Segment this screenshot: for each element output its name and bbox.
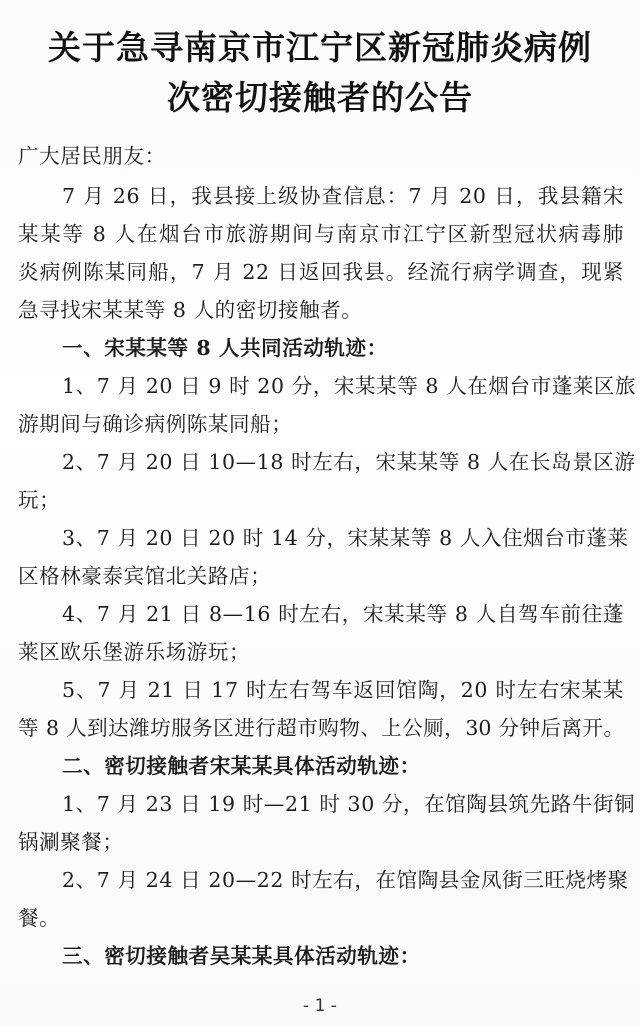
section-1-line-10: 等 8 人到达潍坊服务区进行超市购物、上公厕，30 分钟后离开。 xyxy=(18,716,624,740)
document-title-line-1: 关于急寻南京市江宁区新冠肺炎病例 xyxy=(48,28,592,67)
section-1-line-5: 3、7 月 20 日 20 时 14 分，宋某某等 8 人入住烟台市蓬莱 xyxy=(62,526,629,550)
intro-line-3: 炎病例陈某同船，7 月 22 日返回我县。经流行病学调查，现紧 xyxy=(18,260,624,284)
section-2-line-2: 锅涮聚餐； xyxy=(18,830,124,854)
greeting: 广大居民朋友： xyxy=(18,144,166,168)
section-1-line-6: 区格林豪泰宾馆北关路店； xyxy=(18,564,272,588)
section-3-heading: 三、密切接触者吴某某具体活动轨迹： xyxy=(62,944,421,968)
section-2-line-4: 餐。 xyxy=(18,906,61,930)
document-title-line-2: 次密切接触者的公告 xyxy=(167,78,473,117)
section-2-line-3: 2、7 月 24 日 20—22 时左右，在馆陶县金凤街三旺烧烤聚 xyxy=(62,868,629,892)
section-1-line-8: 莱区欧乐堡游乐场游玩； xyxy=(18,640,251,664)
section-1-line-9: 5、7 月 21 日 17 时左右驾车返回馆陶，20 时左右宋某某 xyxy=(62,678,624,702)
intro-line-4: 急寻找宋某某等 8 人的密切接触者。 xyxy=(18,298,363,322)
section-1-line-7: 4、7 月 21 日 8—16 时左右，宋某某等 8 人自驾车前往蓬 xyxy=(62,602,624,626)
section-1-line-1: 1、7 月 20 日 9 时 20 分，宋某某等 8 人在烟台市蓬莱区旅 xyxy=(62,374,637,398)
page-number: - 1 - xyxy=(303,996,337,1016)
section-2-heading: 二、密切接触者宋某某具体活动轨迹： xyxy=(62,754,421,778)
section-1-line-3: 2、7 月 20 日 10—18 时左右，宋某某等 8 人在长岛景区游 xyxy=(62,450,636,474)
intro-line-2: 某某等 8 人在烟台市旅游期间与南京市江宁区新型冠状病毒肺 xyxy=(18,222,624,246)
section-1-heading: 一、宋某某等 8 人共同活动轨迹： xyxy=(62,336,388,360)
section-1-line-2: 游期间与确诊病例陈某同船； xyxy=(18,412,293,436)
section-1-line-4: 玩； xyxy=(18,488,61,512)
intro-line-1: 7 月 26 日，我县接上级协查信息：7 月 20 日，我县籍宋 xyxy=(62,184,624,208)
section-2-line-1: 1、7 月 23 日 19 时—21 时 30 分，在馆陶县筑先路牛街铜 xyxy=(62,792,636,816)
